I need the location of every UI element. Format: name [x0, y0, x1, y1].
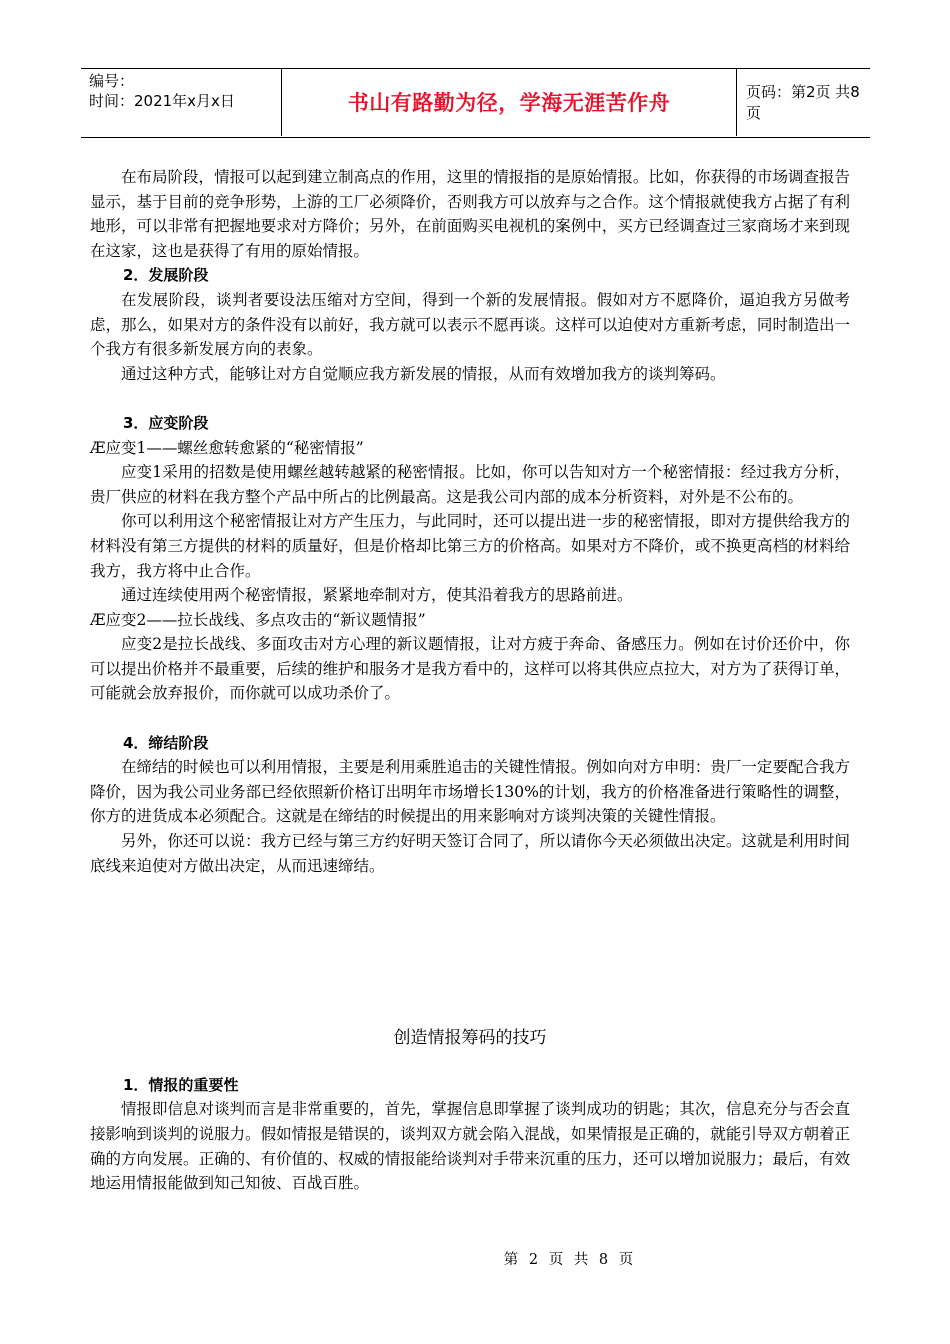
section-heading: 1．情报的重要性 [123, 1075, 239, 1094]
page-footer: 第 2 页 共 8 页 [503, 1252, 637, 1268]
page-header [81, 68, 870, 136]
header-page-code: 页码：第2页 共8页 [746, 83, 860, 122]
section-heading: 2．发展阶段 [123, 266, 209, 285]
paragraph: 在布局阶段，情报可以起到建立制高点的作用，这里的情报指的是原始情报。比如，你获得的市场调查报告显示，基于目前的竞争形势，上游的工厂必须降价，否则我方可以放弃与之合作。这个情报就使我方占据了有利地形，可以非常有把握地要求对方降价；另外，在前面购买电视机的案例中，买方已经调查过三家商场才来到现在这家，这也是获得了有用的原始情报。 [90, 168, 850, 260]
paragraph: 应变2是拉长战线、多面攻击对方心理的新议题情报，让对方疲于奔命、备感压力。例如在讨价还价中，你可以提出价格并不最重要，后续的维护和服务才是我方看中的，这样可以将其供应点拉大，对方为了获得订单，可能就会放弃报价，而你就可以成功杀价了。 [90, 635, 850, 703]
document-body [90, 165, 850, 1196]
spacer [90, 706, 850, 731]
section-title: 创造情报筹码的技巧 [393, 1028, 547, 1049]
header-motto: 书山有路勤为径，学海无涯苦作舟 [281, 68, 737, 136]
paragraph: 应变1采用的招数是使用螺丝越转越紧的秘密情报。比如，你可以告知对方一个秘密情报：经过我方分析，贵厂供应的材料在我方整个产品中所占的比例最高。这是我公司内部的成本分析资料，对外是不公布的。 [90, 463, 850, 506]
paragraph: 另外，你还可以说：我方已经与第三方约好明天签订合同了，所以请你今天必须做出决定。这就是利用时间底线来迫使对方做出决定，从而迅速缔结。 [90, 832, 850, 875]
paragraph: 你可以利用这个秘密情报让对方产生压力，与此同时，还可以提出进一步的秘密情报，即对方提供给我方的材料没有第三方提供的材料的质量好，但是价格却比第三方的价格高。如果对方不降价，或不换更高档的材料给我方，我方将中止合作。 [90, 512, 850, 580]
header-info-cell [81, 68, 281, 136]
paragraph: 在发展阶段，谈判者要设法压缩对方空间，得到一个新的发展情报。假如对方不愿降价，逼迫我方另做考虑，那么，如果对方的条件没有以前好，我方就可以表示不愿再谈。这样可以迫使对方重新考虑，同时制造出一个我方有很多新发展方向的表象。 [90, 290, 850, 359]
paragraph: 情报即信息对谈判而言是非常重要的，首先，掌握信息即掌握了谈判成功的钥匙；其次，信息充分与否会直接影响到谈判的说服力。假如情报是错误的，谈判双方就会陷入混战，如果情报是正确的，就能引导双方朝着正确的方向发展。正确的、有价值的、权威的情报能给谈判对手带来沉重的压力，还可以增加说服力；最后，有效地运用情报能做到知己知彼、百战百胜。 [90, 1100, 850, 1193]
document-date: 时间：2021年x月x日 [89, 92, 235, 110]
paragraph: 通过连续使用两个秘密情报，紧紧地牵制对方，使其沿着我方的思路前进。 [121, 586, 633, 605]
section-heading: 3．应变阶段 [123, 413, 209, 432]
spacer [90, 878, 850, 1026]
paragraph: 通过这种方式，能够让对方自觉顺应我方新发展的情报，从而有效增加我方的谈判筹码。 [121, 364, 726, 383]
paragraph: 在缔结的时候也可以利用情报，主要是利用乘胜追击的关键性情报。例如向对方申明：贵厂一定要配合我方降价，因为我公司业务部已经依照新价格订出明年市场增长130%的计划，我方的价格准备进行策略性的调整，你方的进货成本必须配合。这就是在缔结的时候提出的用来影响对方谈判决策的关键性情报。 [90, 758, 850, 826]
section-heading: 4．缔结阶段 [123, 733, 209, 752]
spacer [90, 1051, 850, 1073]
subheading: Æ应变1——螺丝愈转愈紧的“秘密情报” [90, 438, 364, 457]
document-number-label: 编号： [89, 72, 135, 90]
subheading: Æ应变2——拉长战线、多点攻击的“新议题情报” [90, 610, 426, 629]
spacer [90, 386, 850, 411]
